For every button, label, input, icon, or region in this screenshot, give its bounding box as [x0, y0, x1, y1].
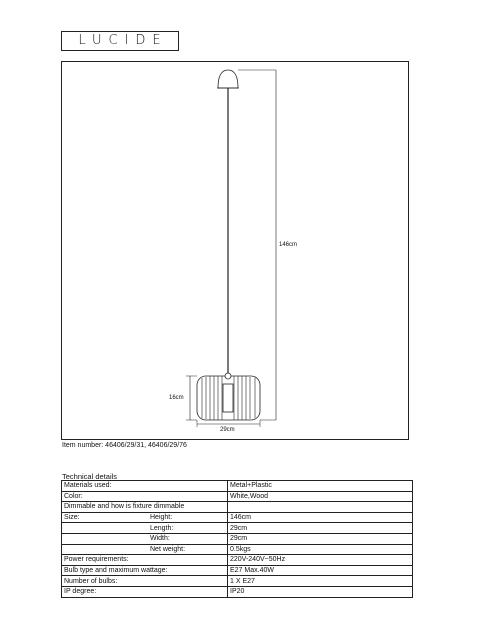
row-value: 220V-240V~50Hz: [228, 555, 413, 566]
row-sublabel: Width:: [150, 535, 170, 543]
table-row: [62, 565, 413, 576]
row-label: [62, 533, 228, 544]
lamp-shade: [197, 373, 260, 420]
row-value: IP20: [228, 586, 413, 597]
row-label: Number of bulbs:: [62, 576, 228, 587]
row-sublabel: Net weight:: [150, 545, 186, 553]
canopy-shape: [218, 70, 238, 88]
row-label: [62, 512, 228, 523]
table-row: [62, 576, 413, 587]
table-row: [62, 512, 413, 523]
row-label: Materials used:: [62, 481, 228, 492]
dim-label-total-height: 146cm: [279, 242, 298, 248]
brand-logo: LUCIDE: [61, 31, 179, 51]
row-value: White,Wood: [228, 491, 413, 502]
row-value: 29cm: [228, 523, 413, 534]
table-row: [62, 523, 413, 534]
row-label: [62, 544, 228, 555]
row-label: [62, 523, 228, 534]
row-value: E27 Max.40W: [228, 565, 413, 576]
table-row: [62, 544, 413, 555]
lamp-drawing-svg: [62, 62, 410, 441]
row-value: 1 X E27: [228, 576, 413, 587]
row-value: 146cm: [228, 512, 413, 523]
row-value: 29cm: [228, 533, 413, 544]
row-value: [228, 502, 413, 513]
row-sublabel: Length:: [150, 524, 174, 532]
dim-label-shade-width: 29cm: [220, 427, 235, 433]
table-row: [62, 502, 413, 513]
table-row: [62, 491, 413, 502]
technical-details-title: Technical details: [62, 472, 118, 481]
row-label: Power requirements:: [62, 555, 228, 566]
technical-drawing: [61, 61, 409, 440]
row-label: Dimmable and how is fixture dimmable: [62, 502, 228, 513]
row-sublabel: Height:: [150, 514, 173, 522]
dim-label-shade-height: 16cm: [169, 395, 184, 401]
row-label: Bulb type and maximum wattage:: [62, 565, 228, 576]
row-value: Metal+Plastic: [228, 481, 413, 492]
technical-details-table: [61, 480, 413, 598]
table-row: [62, 586, 413, 597]
row-label: Color:: [62, 491, 228, 502]
item-number: Item number: 46406/29/31, 46406/29/76: [62, 442, 187, 449]
row-value: 0.5kgs: [228, 544, 413, 555]
row-label: IP degree:: [62, 586, 228, 597]
table-row: [62, 555, 413, 566]
row-label-main: Size:: [64, 514, 80, 522]
table-row: [62, 533, 413, 544]
table-row: [62, 481, 413, 492]
